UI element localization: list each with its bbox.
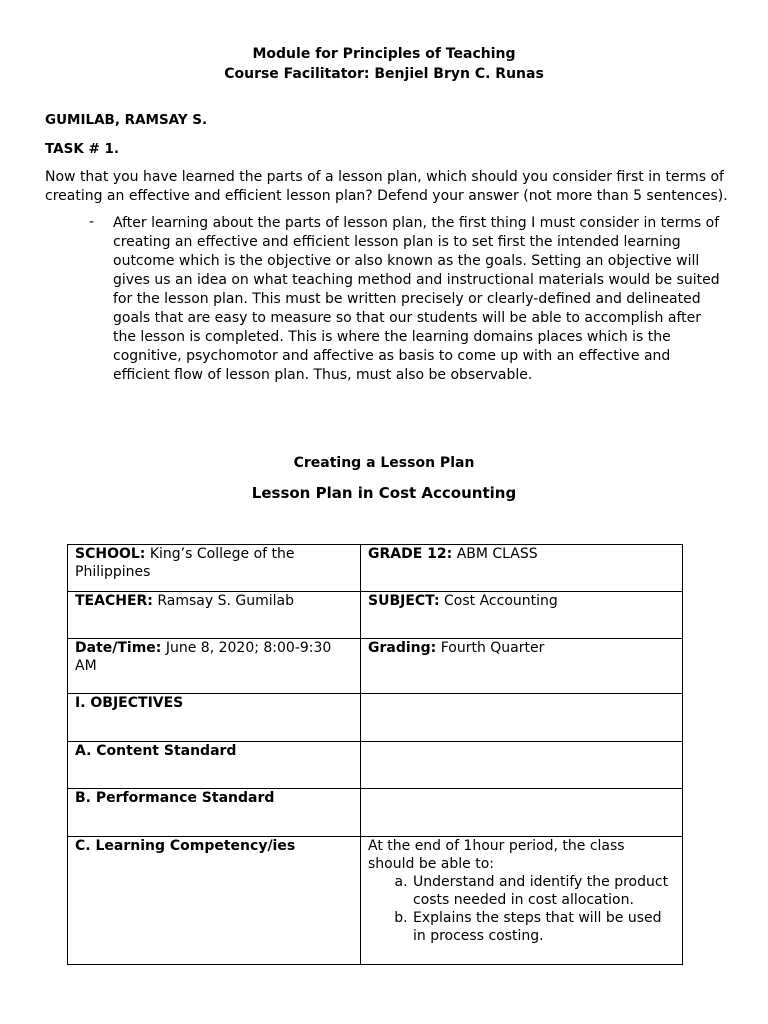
table-row <box>68 694 683 742</box>
task-number: TASK # 1. <box>45 141 120 157</box>
objectives-cell <box>68 694 361 742</box>
school-cell <box>68 545 361 592</box>
datetime-value: June 8, 2020; 8:00-9:30 AM <box>75 640 332 674</box>
content-standard-value-cell <box>361 742 683 789</box>
performance-standard-heading: B. Performance Standard <box>75 790 275 806</box>
module-title: Module for Principles of Teaching <box>252 46 516 62</box>
student-name: GUMILAB, RAMSAY S. <box>45 112 208 128</box>
table-row <box>68 789 683 837</box>
section-title: Creating a Lesson Plan <box>293 455 475 471</box>
grade-label: GRADE 12: <box>368 546 453 562</box>
subject-cell <box>361 592 683 639</box>
learning-competency-cell <box>68 837 361 965</box>
competency-list <box>368 873 675 945</box>
subject-value: Cost Accounting <box>439 593 558 609</box>
table-row <box>68 545 683 592</box>
performance-standard-value-cell <box>361 789 683 837</box>
datetime-cell <box>68 639 361 694</box>
content-standard-heading: A. Content Standard <box>75 743 237 759</box>
table-row <box>68 639 683 694</box>
grading-cell <box>361 639 683 694</box>
table-row <box>68 837 683 965</box>
teacher-label: TEACHER: <box>75 593 153 609</box>
lesson-plan-table <box>67 544 683 965</box>
grade-value: ABM CLASS <box>452 546 538 562</box>
list-item: b. Explains the steps that will be used in process costing. <box>412 909 675 945</box>
objectives-heading: I. OBJECTIVES <box>75 695 184 711</box>
objectives-value-cell <box>361 694 683 742</box>
table-row <box>68 592 683 639</box>
datetime-label: Date/Time: <box>75 640 162 656</box>
task-answer: After learning about the parts of lesson plan, the first thing I must consider in terms of creating an effective and efficient lesson plan is to set first the intended learning outcome which is the objective or also known as the goals. Setting an objective will gives us an idea on what teaching method and instructional materials would be suited for the lesson plan. This must be written precisely or clearly-defined and delineated goals that are easy to measure so that our students will be able to accomplish after the lesson is completed. This is where the learning domains places which is the cognitive, psychomotor and affective as basis to come up with an effective and efficient flow of lesson plan. Thus, must also be observable. <box>113 215 720 383</box>
course-facilitator: Course Facilitator: Benjiel Bryn C. Runas <box>224 66 544 82</box>
answer-bullet: - <box>89 214 95 230</box>
grading-value: Fourth Quarter <box>436 640 545 656</box>
grading-label: Grading: <box>368 640 437 656</box>
school-value: King’s College of the Philippines <box>75 546 295 580</box>
school-label: SCHOOL: <box>75 546 146 562</box>
list-item: a. Understand and identify the product costs needed in cost allocation. <box>412 873 675 909</box>
content-standard-cell <box>68 742 361 789</box>
subject-label: SUBJECT: <box>368 593 440 609</box>
learning-competency-heading: C. Learning Competency/ies <box>75 838 296 854</box>
lesson-plan-title: Lesson Plan in Cost Accounting <box>251 484 517 502</box>
performance-standard-cell <box>68 789 361 837</box>
grade-cell <box>361 545 683 592</box>
learning-competency-value-cell <box>361 837 683 965</box>
teacher-value: Ramsay S. Gumilab <box>152 593 294 609</box>
task-question: Now that you have learned the parts of a lesson plan, which should you consider first in terms of creating an effective and efficient lesson plan? Defend your answer (not more than 5 sentences). <box>45 169 728 204</box>
teacher-cell <box>68 592 361 639</box>
competency-intro: At the end of 1hour period, the class should be able to: <box>368 838 625 872</box>
table-row <box>68 742 683 789</box>
